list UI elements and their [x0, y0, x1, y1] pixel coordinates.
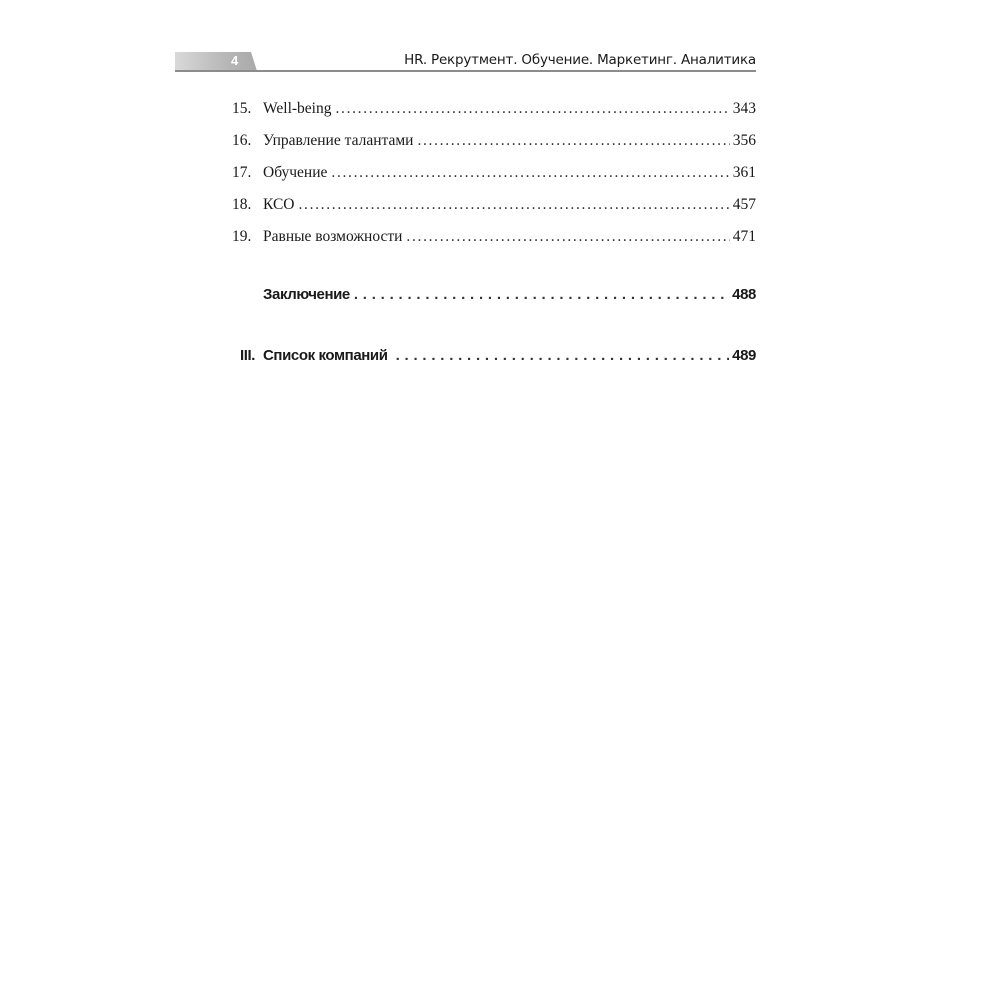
toc-entry-page: 457 — [732, 196, 756, 213]
toc-section-title: Список компаний — [263, 347, 388, 364]
toc-entry-number: 19. — [232, 228, 252, 245]
toc-conclusion-page: 488 — [732, 286, 756, 303]
toc-leader-dots — [396, 347, 730, 364]
toc-entry-number: 17. — [232, 164, 252, 181]
toc-leader-dots — [335, 100, 729, 118]
toc-section-number: III. — [240, 347, 256, 364]
page-number: 4 — [231, 53, 239, 68]
toc-section-page: 489 — [732, 347, 756, 364]
page-number-tab — [175, 52, 257, 71]
toc-entry-page: 361 — [732, 164, 756, 181]
toc-entry-title: Равные возможности — [263, 228, 403, 245]
toc-entry-title: КСО — [263, 196, 295, 213]
toc-entry-number: 18. — [232, 196, 252, 213]
toc-section — [240, 347, 756, 367]
toc-entry-title: Управление талантами — [263, 132, 414, 149]
toc-entry-page: 343 — [732, 100, 756, 117]
toc-entry — [232, 132, 756, 152]
toc-entry-page: 356 — [732, 132, 756, 149]
page-header — [175, 50, 756, 72]
toc-entry — [232, 100, 756, 120]
toc-entry — [232, 164, 756, 184]
toc-leader-dots — [331, 164, 729, 182]
toc-entry-title: Well-being — [263, 100, 332, 117]
header-rule — [175, 70, 756, 72]
toc-leader-dots — [406, 228, 729, 246]
toc-entry-page: 471 — [732, 228, 756, 245]
toc-entry-number: 16. — [232, 132, 252, 149]
toc-entry-number: 15. — [232, 100, 252, 117]
toc-entry — [232, 228, 756, 248]
toc-conclusion-title: Заключение — [263, 286, 350, 303]
toc-entry-title: Обучение — [263, 164, 328, 181]
running-title: HR. Рекрутмент. Обучение. Маркетинг. Аналитика — [404, 52, 756, 68]
toc-leader-dots — [354, 286, 729, 303]
toc-leader-dots — [298, 196, 729, 214]
toc-entry — [232, 196, 756, 216]
toc-conclusion — [263, 286, 756, 306]
toc-leader-dots — [417, 132, 729, 150]
